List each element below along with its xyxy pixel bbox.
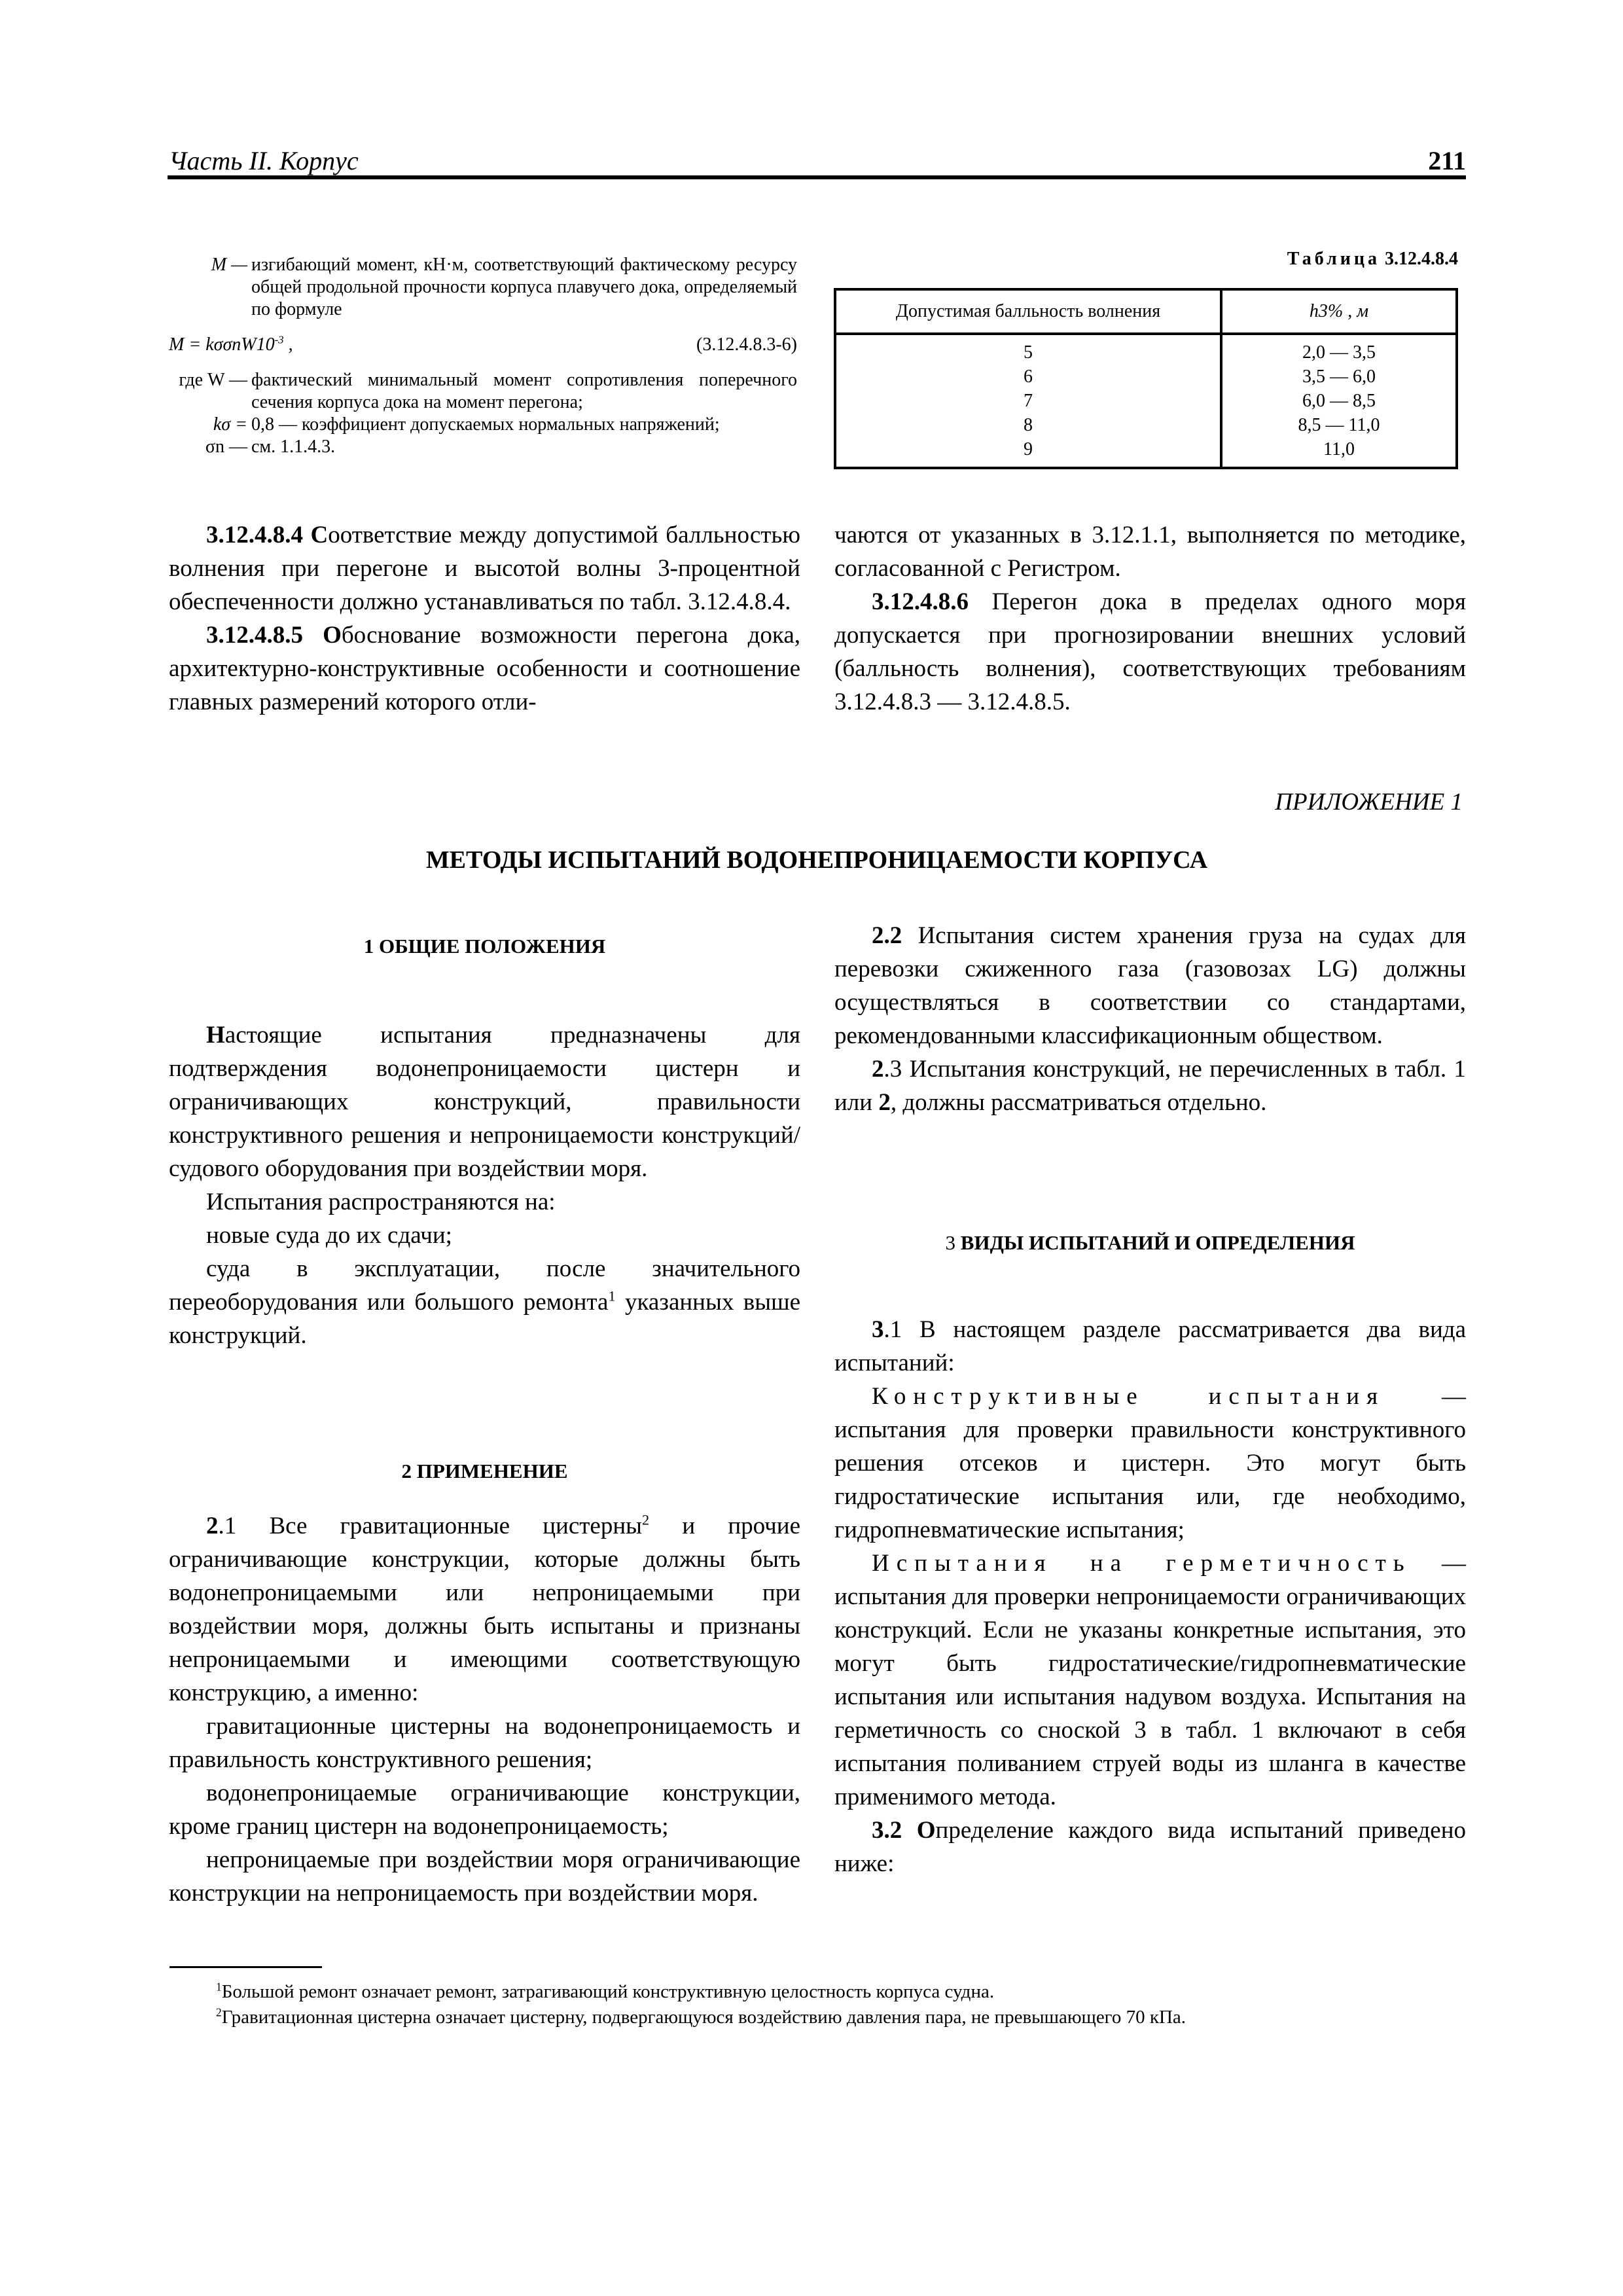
- section-3-heading: 3 ВИДЫ ИСПЫТАНИЙ И ОПРЕДЕЛЕНИЯ: [945, 1231, 1355, 1254]
- table-header: h3% , м: [1221, 289, 1457, 334]
- page-number: 211: [1428, 146, 1466, 175]
- section-2-heading: 2 ПРИМЕНЕНИЕ: [401, 1460, 568, 1482]
- section-2-continued: 2.2 Испытания систем хранения груза на судах для перевозки сжиженного газа (газовозах LG) должны осуществляться в соответствии со стандартами, рекомендованными классификационным обществом. 2.3 Испытания конструкций, не перечисленных в табл. 1 или 2, должны рассматриваться отдельно.: [834, 922, 1466, 1116]
- formula-definitions: M — изгибающий момент, кН·м, соответствующий фактическому ресурсу общей продольной прочности корпуса плавучего дока, определяемый по формуле $M = k\sigma\sigma nW10^{-3}$ , (3.12.4.8.3-6) где W — фактический минимальный момент сопротивления поперечного сечения корпуса дока на момент перегона; kσ = 0,8 — коэффициент допускаемых нормальных напряжений; σn — см. 1.1.4.3.: [169, 255, 797, 457]
- footnote-1: $^1$Большой ремонт означает ремонт, затрагивающий конструктивную целостность корпуса судна.: [216, 1980, 995, 2002]
- table-column-grade: 5 6 7 8 9: [835, 334, 1221, 468]
- formula-number: (3.12.4.8.3-6): [696, 334, 797, 355]
- section-1-heading: 1 ОБЩИЕ ПОЛОЖЕНИЯ: [363, 935, 606, 958]
- wave-table: [834, 288, 1458, 469]
- section-3-body: 3.1 В настоящем разделе рассматривается два вида испытаний: Конструктивные испытания — испытания для проверки правильности конструктивного решения отсеков и цистерн. Это могут быть гидростатические испытания или, где необходимо, гидропневматические испытания; Испытания на герметичность — испытания для проверки непроницаемости ограничивающих конструкций. Если не указаны конкретные испытания, это могут быть гидростатические/гидропневматические испытания или испытания надувом воздуха. Испытания на герметичность со сноской 3 в табл. 1 включают в себя испытания поливанием струей воды из шланга в качестве применимого метода. 3.2 Определение каждого вида испытаний приведено ниже:: [834, 1316, 1467, 1877]
- left-top-paragraphs: [169, 518, 800, 719]
- table-header: Допустимая балльность волнения: [835, 289, 1221, 334]
- table-caption: Таблица 3.12.4.8.4: [1287, 249, 1458, 269]
- paragraph-3-12-4-8-6: 3.12.4.8.6 Перегон дока в пределах одного моря допускается при прогнозировании внешних условий (балльность волнения), соответствующих требованиям 3.12.4.8.3 — 3.12.4.8.5.: [834, 588, 1466, 715]
- footnote-rule: [169, 1966, 322, 1968]
- footnotes: [216, 1979, 1186, 2030]
- appendix-title: МЕТОДЫ ИСПЫТАНИЙ ВОДОНЕПРОНИЦАЕМОСТИ КОРПУСА: [425, 846, 1208, 874]
- formula: $M = k\sigma\sigma nW10^{-3}$ , (3.12.4.8.3-6): [169, 333, 797, 355]
- section-1-body: Настоящие испытания предназначены для подтверждения водонепроницаемости цистерн и ограничивающих конструкций, правильности конструктивного решения и непроницаемости конструкций/судового оборудования при воздействии моря. Испытания распространяются на: новые суда до их сдачи; суда в эксплуатации, после значительного переоборудования или большого ремонта$^1$ указанных выше конструкций.: [169, 1022, 800, 1349]
- footnote-2: $^2$Гравитационная цистерна означает цистерну, подвергающуюся воздействию давления пара, не превышающего 70 кПа.: [216, 2005, 1186, 2028]
- section-2-body: 2.1 Все гравитационные цистерны$^2$ и прочие ограничивающие конструкции, которые должны быть водонепроницаемыми или непроницаемыми при воздействии моря, должны быть испытаны и признаны непроницаемыми и имеющими соответствующую конструкцию, а именно: гравитационные цистерны на водонепроницаемость и правильность конструктивного решения; водонепроницаемые ограничивающие конструкции, кроме границ цистерн на водонепроницаемость; непроницаемые при воздействии моря ограничивающие конструкции на непроницаемость при воздействии моря.: [169, 1511, 800, 1907]
- appendix-label: ПРИЛОЖЕНИЕ 1: [1275, 789, 1463, 816]
- paragraph-3-12-4-8-5: 3.12.4.8.5 Обоснование возможности перегона дока, архитектурно-конструктивные особенности и соотношение главных размерений которого отли-: [169, 622, 800, 715]
- header-rule: [168, 175, 1466, 179]
- running-header-section: Часть II. Корпус: [169, 146, 359, 175]
- right-top-paragraphs: чаются от указанных в 3.12.1.1, выполняется по методике, согласованной с Регистром. 3.12.4.8.6 Перегон дока в пределах одного моря допускается при прогнозировании внешних условий (балльность волнения), соответствующих требованиям 3.12.4.8.3 — 3.12.4.8.5.: [834, 518, 1466, 719]
- paragraph-3-12-4-8-4: 3.12.4.8.4 Соответствие между допустимой балльностью волнения при перегоне и высотой волны 3-процентной обеспеченности должно устанавливаться по табл. 3.12.4.8.4.: [169, 522, 800, 615]
- table-column-height: 2,0 — 3,5 3,5 — 6,0 6,0 — 8,5 8,5 — 11,0 11,0: [1221, 334, 1457, 468]
